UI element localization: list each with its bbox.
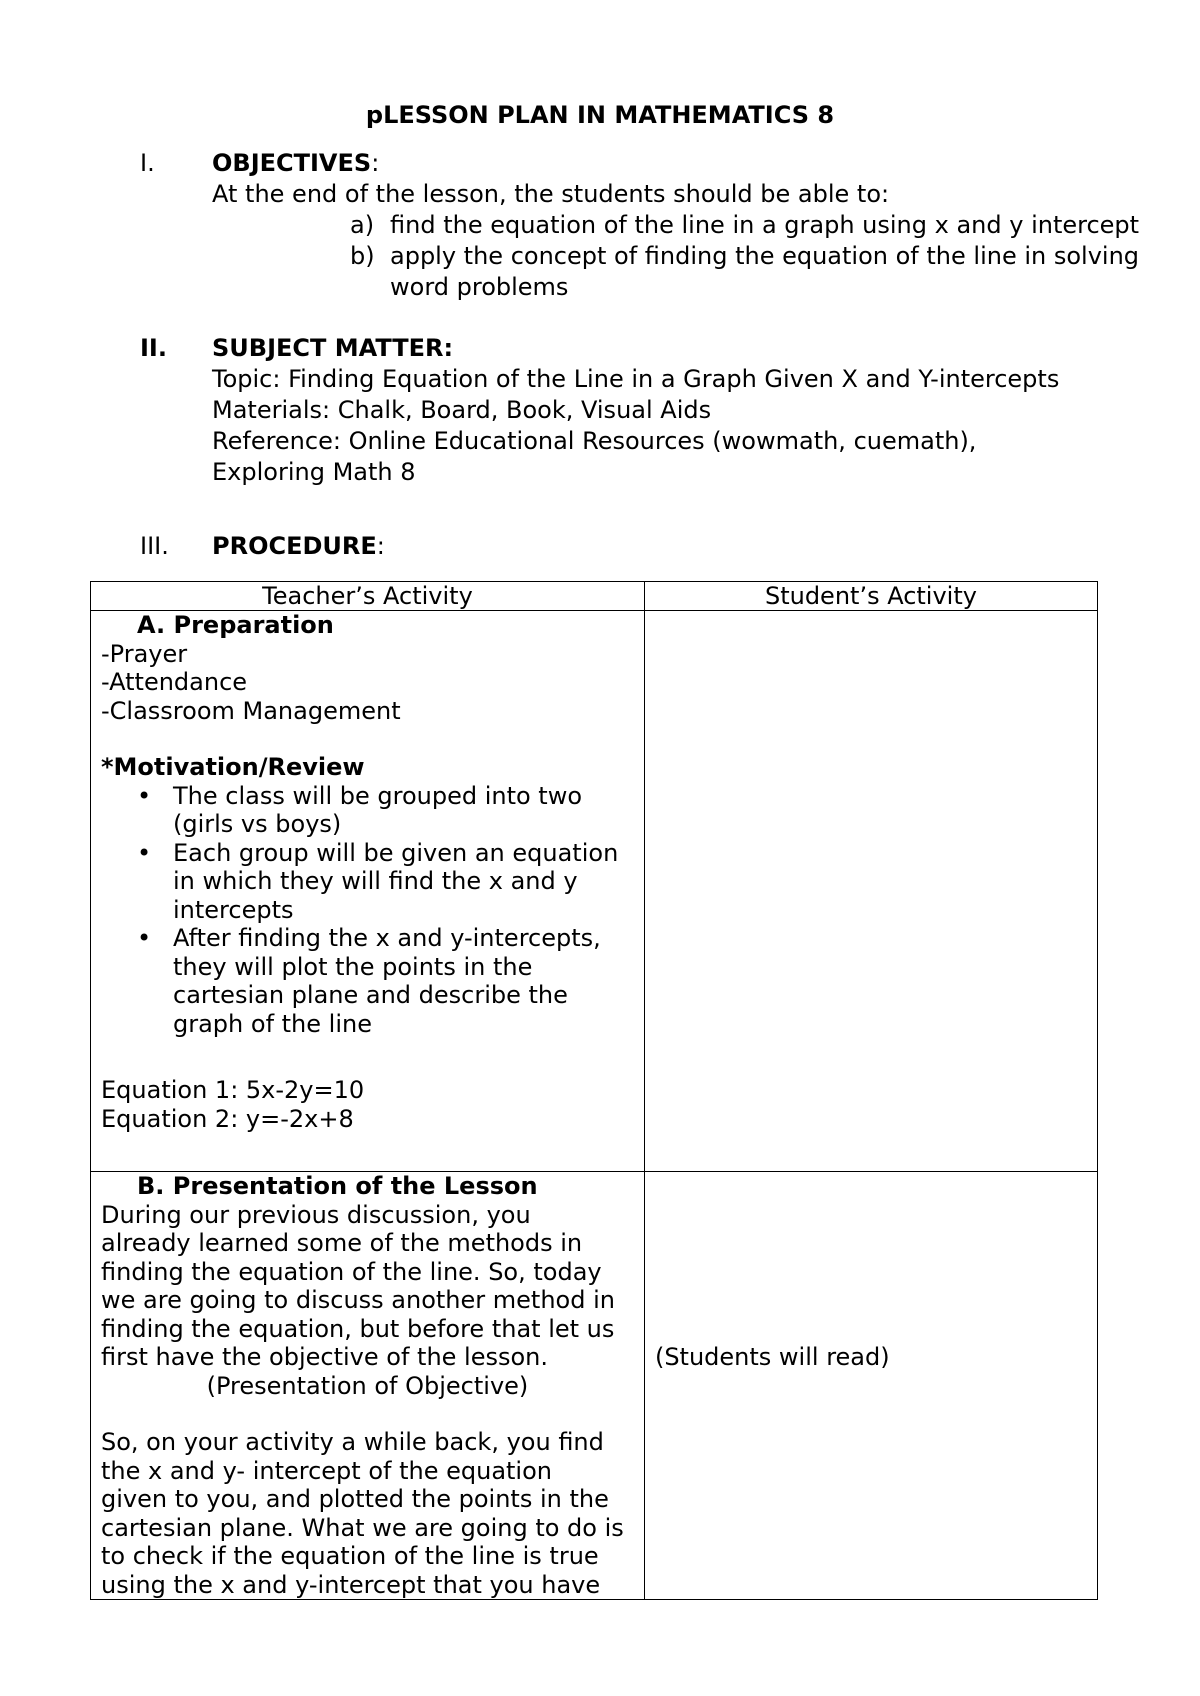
bullet-icon: •	[137, 781, 152, 810]
bullet-icon: •	[137, 924, 152, 952]
presentation-text: So, on your activity a while back, you find	[101, 1428, 604, 1456]
presentation-text: finding the equation, but before that let us	[101, 1314, 615, 1343]
bullet-icon: •	[137, 838, 152, 867]
section-number: I.	[140, 149, 155, 177]
objectives-intro: At the end of the lesson, the students should be able to:	[212, 180, 890, 208]
objectives-heading: OBJECTIVES	[212, 149, 372, 177]
objective-marker: a)	[350, 211, 375, 239]
preparation-item: -Classroom Management	[101, 696, 401, 725]
presentation-text: we are going to discuss another method in	[101, 1286, 615, 1314]
section-number: II.	[140, 334, 167, 362]
section-number: III.	[140, 532, 169, 560]
table-row	[91, 1172, 1098, 1600]
table-header-row	[91, 582, 1098, 611]
table-row	[91, 611, 1098, 1172]
objective-item	[140, 210, 1140, 241]
presentation-text: given to you, and plotted the points in the	[101, 1485, 609, 1513]
teacher-cell-preparation	[91, 611, 645, 1172]
document-title: pLESSON PLAN IN MATHEMATICS 8	[365, 101, 835, 129]
procedure-heading: PROCEDURE	[212, 532, 377, 560]
student-cell-preparation	[644, 611, 1097, 1172]
equation-2: Equation 2: y=-2x+8	[101, 1104, 354, 1133]
bullet-text: cartesian plane and describe the	[173, 981, 568, 1009]
preparation-heading: A. Preparation	[137, 611, 334, 639]
presentation-text: already learned some of the methods in	[101, 1229, 583, 1257]
bullet-text: graph of the line	[173, 1009, 372, 1038]
objective-presentation-note: (Presentation of Objective)	[206, 1371, 529, 1400]
presentation-text: finding the equation of the line. So, today	[101, 1257, 602, 1286]
objective-item	[140, 241, 1140, 303]
bullet-text: After finding the x and y-intercepts,	[173, 924, 601, 952]
student-column-header: Student’s Activity	[644, 582, 1097, 611]
procedure-table	[90, 581, 1098, 1600]
equation-1: Equation 1: 5x-2y=10	[101, 1076, 365, 1104]
bullet-text: (girls vs boys)	[173, 810, 342, 838]
student-cell-presentation	[644, 1172, 1097, 1600]
teacher-cell-presentation	[91, 1172, 645, 1600]
objective-text: apply the concept of finding the equation of the line in solving	[390, 242, 1140, 270]
topic-line: Topic: Finding Equation of the Line in a Graph Given X and Y-intercepts	[212, 365, 1060, 393]
presentation-text: the x and y- intercept of the equation	[101, 1456, 552, 1485]
presentation-heading: B. Presentation of the Lesson	[137, 1172, 538, 1200]
bullet-item	[101, 924, 634, 1038]
bullet-item	[101, 782, 634, 839]
presentation-text: cartesian plane. What we are going to do is	[101, 1513, 624, 1542]
objectives-colon: :	[371, 149, 380, 177]
presentation-text: using the x and y-intercept that you have	[101, 1570, 601, 1599]
preparation-item: -Prayer	[101, 639, 188, 668]
bullet-text: Each group will be given an equation	[173, 838, 619, 867]
objective-text-continued: word problems	[390, 273, 569, 301]
objective-marker: b)	[350, 242, 375, 270]
presentation-text: to check if the equation of the line is true	[101, 1542, 599, 1570]
presentation-text: During our previous discussion, you	[101, 1200, 531, 1229]
bullet-text: in which they will find the x and y	[173, 867, 578, 895]
preparation-item: -Attendance	[101, 668, 248, 696]
teacher-column-header: Teacher’s Activity	[91, 582, 645, 611]
bullet-text: intercepts	[173, 895, 294, 924]
reference-line-continued: Exploring Math 8	[212, 458, 416, 486]
bullet-item	[101, 839, 634, 925]
bullet-text: The class will be grouped into two	[173, 781, 583, 810]
student-response: (Students will read)	[654, 1343, 890, 1371]
reference-line: Reference: Online Educational Resources (wowmath, cuemath),	[212, 427, 977, 455]
materials-line: Materials: Chalk, Board, Book, Visual Aids	[212, 396, 712, 424]
bullet-text: they will plot the points in the	[173, 952, 533, 981]
objective-text: find the equation of the line in a graph using x and y intercept	[390, 211, 1140, 239]
motivation-heading: *Motivation/Review	[101, 753, 365, 781]
presentation-text: first have the objective of the lesson.	[101, 1343, 549, 1371]
subject-matter-heading: SUBJECT MATTER:	[212, 334, 454, 362]
procedure-colon: :	[376, 532, 385, 560]
